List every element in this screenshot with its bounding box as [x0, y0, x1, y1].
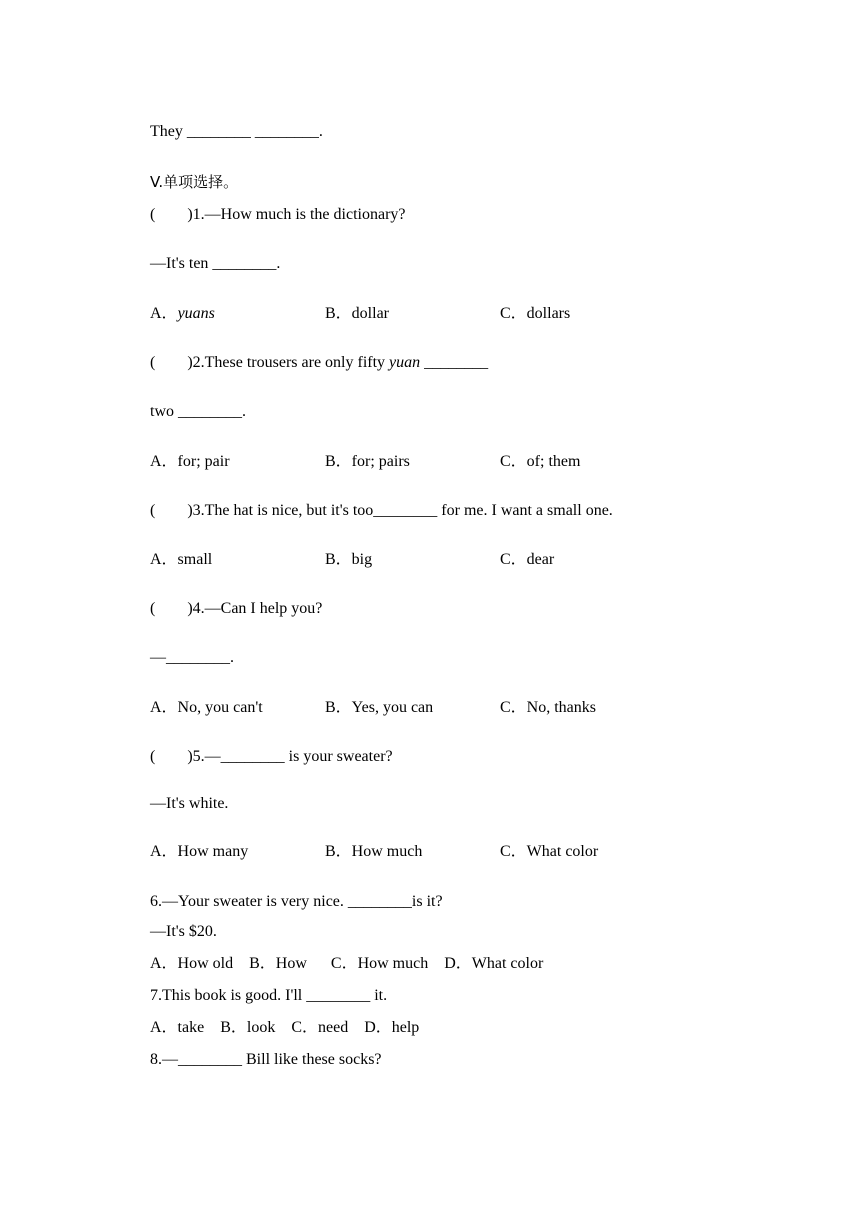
- option-a-label: A．: [150, 305, 178, 322]
- question-8: 8.—________ Bill like these socks?: [150, 1051, 382, 1068]
- option-c: C．No, thanks: [500, 699, 597, 716]
- question-6-answer: —It's $20.: [150, 923, 217, 940]
- question-7: 7.This book is good. I'll ________ it.: [150, 987, 388, 1004]
- question-2-prefix: ( )2.These trousers are only fifty: [150, 354, 390, 371]
- option-a: A．How many: [150, 843, 249, 860]
- question-4-answer: —________.: [150, 649, 234, 666]
- option-b: B．Yes, you can: [325, 699, 434, 716]
- question-6: 6.—Your sweater is very nice. ________is it?: [150, 893, 443, 910]
- fill-in-line: They ________ ________.: [150, 123, 323, 140]
- question-1-answer: —It's ten ________.: [150, 255, 281, 272]
- option-a: [150, 304, 215, 324]
- option-a-text: yuans: [177, 305, 215, 322]
- question-7-options: A．take B．look C．need D．help: [150, 1019, 420, 1036]
- question-6-options: A．How old B．How C．How much D．What color: [150, 955, 544, 972]
- question-2-italic: yuan: [389, 354, 421, 371]
- option-b: B．for; pairs: [325, 453, 410, 470]
- option-a: A．No, you can't: [150, 699, 263, 716]
- option-b: B．big: [325, 551, 373, 568]
- section-title: V.单项选择。: [150, 173, 239, 191]
- option-c: C．What color: [500, 843, 599, 860]
- option-b: B．dollar: [325, 305, 389, 322]
- option-a: A．for; pair: [150, 453, 230, 470]
- question-2-line2: two ________.: [150, 403, 246, 420]
- option-a: A．small: [150, 551, 213, 568]
- option-c: C．of; them: [500, 453, 581, 470]
- question-4: ( )4.—Can I help you?: [150, 600, 323, 617]
- option-c: C．dear: [500, 551, 555, 568]
- option-c: C．dollars: [500, 305, 571, 322]
- question-1: ( )1.—How much is the dictionary?: [150, 206, 406, 223]
- question-5: ( )5.—________ is your sweater?: [150, 748, 393, 765]
- question-2-suffix: ________: [420, 354, 489, 371]
- question-5-answer: —It's white.: [150, 795, 229, 812]
- question-3: ( )3.The hat is nice, but it's too________ for me. I want a small one.: [150, 502, 613, 519]
- question-2: [150, 353, 488, 373]
- option-b: B．How much: [325, 843, 423, 860]
